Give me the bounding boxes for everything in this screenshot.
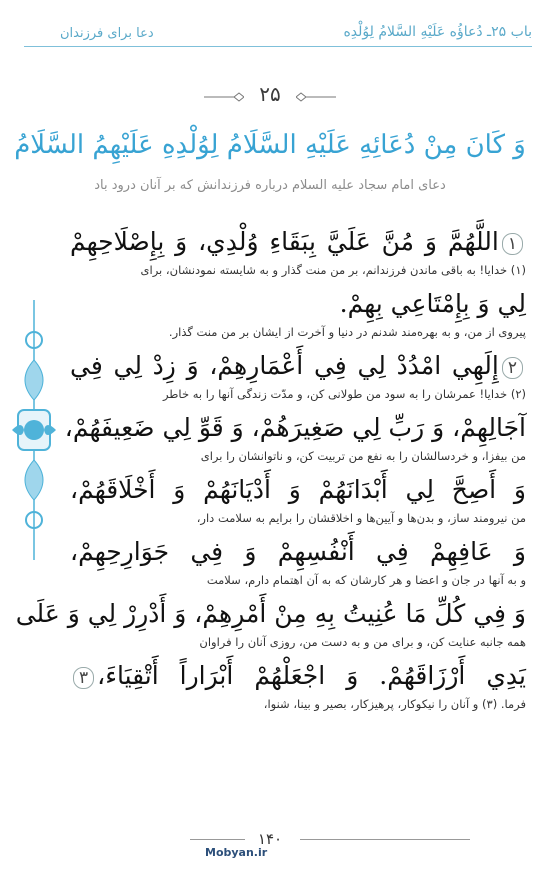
persian-line-7: همه جانبه عنایت کن، و برای من و به دست من، روزی آنان را فراوان [199, 635, 526, 649]
prayer-subtitle: دعای امام سجاد علیه السلام درباره فرزندانش که بر آنان درود باد [94, 178, 446, 193]
header-rule [24, 46, 532, 47]
arabic-line-6: وَ عَافِهِمْ فِي أَنْفُسِهِمْ وَ فِي جَوَارِحِهِمْ، [70, 537, 526, 566]
arabic-line-8: يَدِي أَرْزَاقَهُمْ. وَ اجْعَلْهُمْ أَبْرَاراً أَتْقِيَاءَ،۳ [70, 656, 526, 696]
site-logo[interactable]: Mobyan.ir [205, 846, 268, 859]
arabic-line-1: ۱اللَّهُمَّ وَ مُنَّ عَلَيَّ بِبَقَاءِ وُلْدِي، وَ بِإِصْلَاحِهِمْ [70, 222, 526, 262]
arabic-line-2: لِي وَ بِإِمْتَاعِي بِهِمْ. [339, 289, 526, 318]
verse-marker-2: ۲ [502, 357, 523, 379]
persian-line-1: (۱) خدایا! به باقی ماندن فرزندانم، بر من منت گذار و به شایسته نمودنشان، برای [140, 263, 526, 277]
persian-line-2: پیروی از من، و به بهره‌مند شدنم در دنیا و آخرت از ایشان بر من منت گذار. [168, 325, 526, 339]
verse-marker-1: ۱ [502, 233, 523, 255]
persian-line-8: فرما. (۳) و آنان را نیکوکار، پرهیزکار، بصیر و بینا، شنوا، [263, 697, 526, 711]
persian-line-3: (۲) خدایا! عمرشان را به سود من طولانی کن، و مدّت زندگی آنها را به خاطر [162, 387, 526, 401]
arabic-line-7: وَ فِي كُلِّ مَا عُنِيتُ بِهِ مِنْ أَمْرِهِمْ، وَ أَدْرِرْ لِي وَ عَلَى [15, 599, 526, 628]
decorative-ornament-icon [8, 300, 60, 560]
arabic-line-5: وَ أَصِحَّ لِي أَبْدَانَهُمْ وَ أَدْيَانَهُمْ وَ أَخْلَاقَهُمْ، [70, 475, 526, 504]
chapter-number-block [0, 82, 540, 106]
prayer-title: وَ كَانَ مِنْ دُعَائِهِ عَلَيْهِ السَّلَامُ لِوُلْدِهِ عَلَيْهِمُ السَّلَامُ [14, 130, 526, 160]
right-flourish-icon [296, 92, 336, 102]
page-footer [0, 820, 540, 870]
section-title: دعا برای فرزندان [60, 26, 154, 41]
persian-line-6: و به آنها در جان و اعضا و هر کارشان که به آن اهتمام دارم، سلامت [206, 573, 526, 587]
arabic-line-4: آجَالِهِمْ، وَ رَبِّ لِي صَغِيرَهُمْ، وَ قَوِّ لِي ضَعِيفَهُمْ، [64, 413, 526, 442]
chapter-number: ۲۵ [259, 82, 281, 106]
prayer-body [15, 222, 526, 718]
left-flourish-icon [204, 92, 244, 102]
persian-line-5: من نیرومند ساز، و بدن‌ها و آیین‌ها و اخلاقشان را برایم به سلامت دار، [196, 511, 526, 525]
persian-line-4: من بیفزا، و خردسالشان را به نفع من تربیت کن، و ناتوانشان را برای [200, 449, 526, 463]
page-number: ۱۴۰ [257, 830, 283, 848]
page-header [0, 0, 540, 50]
chapter-title: باب ۲۵ـ دُعاؤُه عَلَیْهِ السَّلامُ لِوُلْدِه [343, 24, 532, 40]
arabic-line-3: ۲إِلَهِي امْدُدْ لِي فِي أَعْمَارِهِمْ، وَ زِدْ لِي فِي [70, 346, 526, 386]
verse-marker-3: ۳ [73, 667, 94, 689]
